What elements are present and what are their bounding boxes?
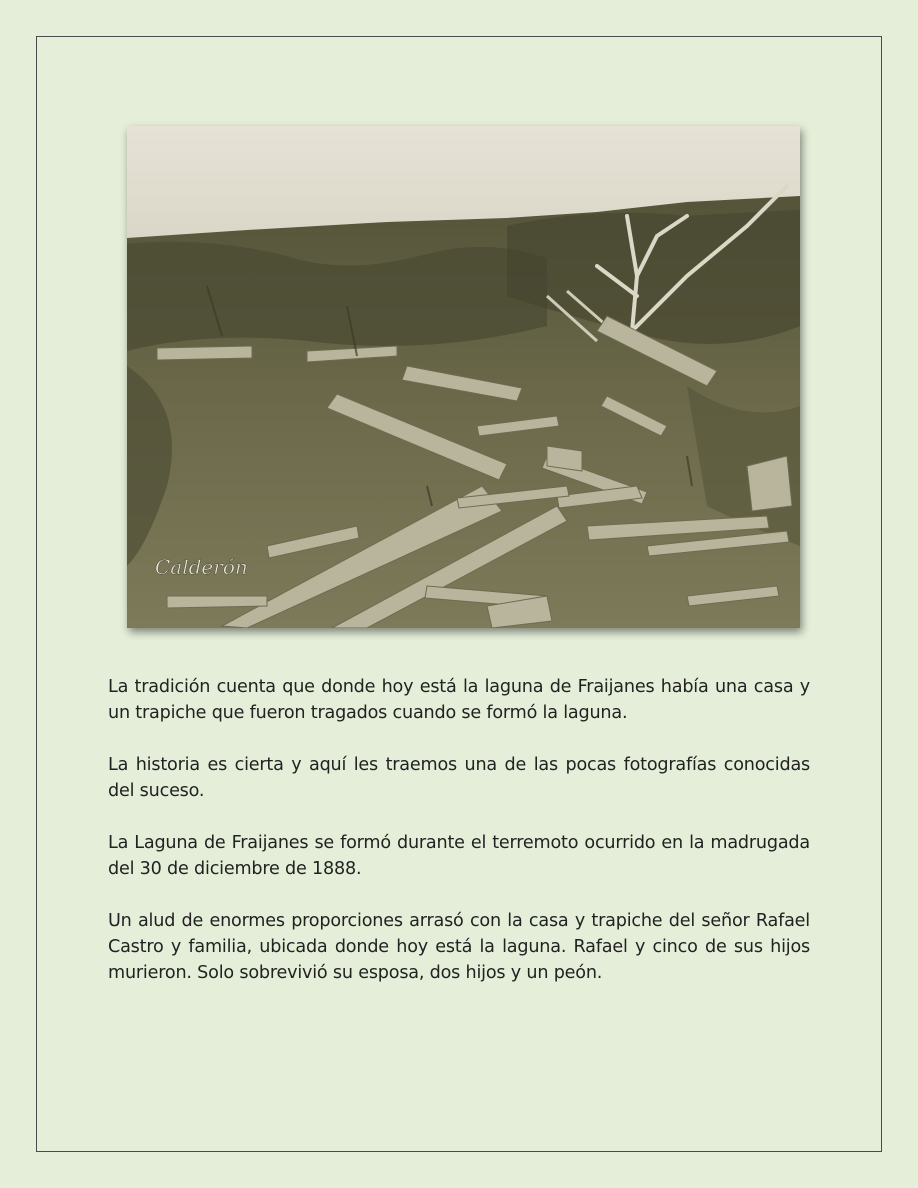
paragraph-3: La Laguna de Fraijanes se formó durante el terremoto ocurrido en la madrugada del 30 de diciembre de 1888. [108, 833, 810, 879]
photo-signature: Calderón [155, 555, 248, 579]
paragraph-2: La historia es cierta y aquí les traemos una de las pocas fotografías conocidas del suceso. [108, 755, 810, 801]
debris-landscape-image [127, 126, 800, 628]
article-body [108, 674, 810, 1012]
paragraph-4: Un alud de enormes proporciones arrasó con la casa y trapiche del señor Rafael Castro y familia, ubicada donde hoy está la laguna. Rafael y cinco de sus hijos murieron. Solo sobrevivió su esposa, dos hijos y un peón. [108, 911, 810, 983]
paragraph-1: La tradición cuenta que donde hoy está la laguna de Fraijanes había una casa y un trapiche que fueron tragados cuando se formó la laguna. [108, 677, 810, 723]
historical-photograph [127, 126, 800, 628]
